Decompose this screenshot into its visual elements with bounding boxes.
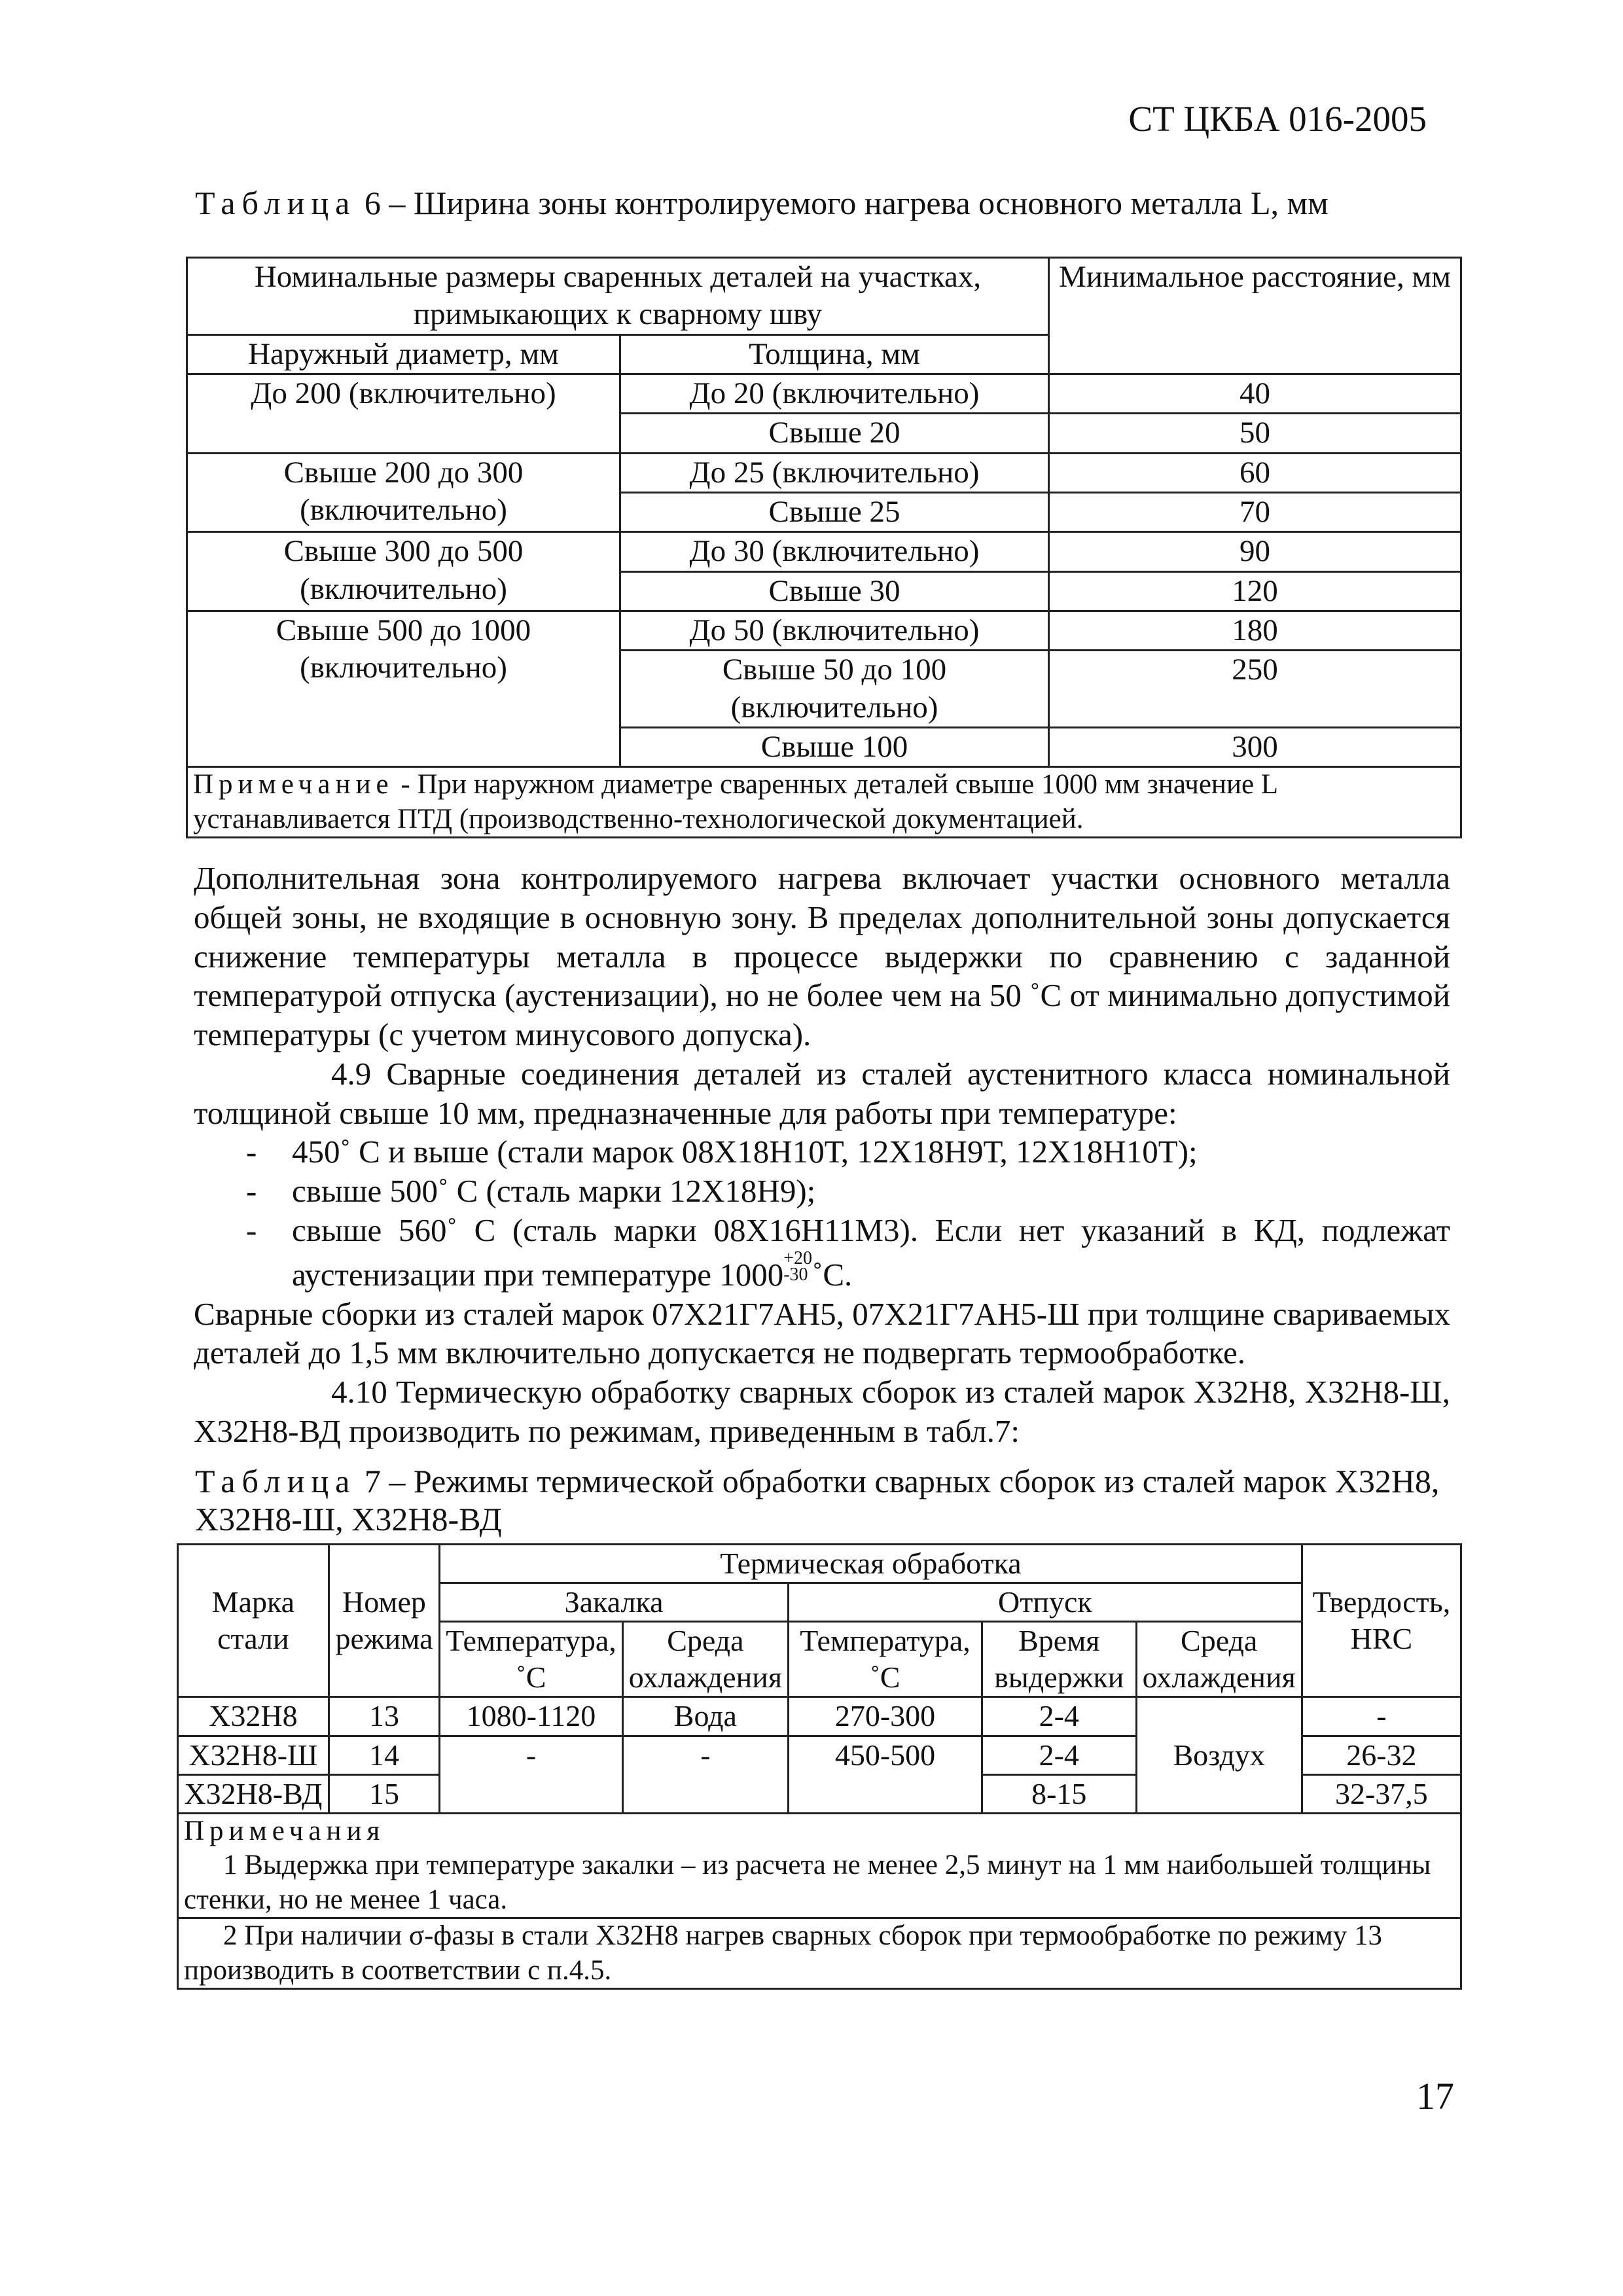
page-number: 17	[1416, 2075, 1454, 2117]
table-cell: 1080-1120	[440, 1697, 623, 1736]
table-row	[178, 1545, 1461, 1583]
table-row	[187, 374, 1461, 413]
table-cell: Х32Н8	[178, 1697, 329, 1736]
table6-caption	[195, 183, 1329, 223]
table6-caption-text: 6 – Ширина зоны контролируемого нагрева основного металла L, мм	[364, 185, 1329, 221]
body-text	[194, 859, 1450, 1451]
list-marker: -	[246, 1173, 257, 1210]
table7-head-t-medium: Среда охлаждения	[1136, 1622, 1302, 1697]
table7	[177, 1543, 1462, 1990]
list-item	[194, 1132, 1450, 1172]
table-cell: 26-32	[1302, 1736, 1461, 1774]
table-row	[187, 532, 1461, 571]
paragraph: 4.9 Сварные соединения деталей из сталей аустенитного класса номинальной толщиной свыше 10 мм, предназначенные для работы при температуре:	[194, 1055, 1450, 1131]
table6-head-min: Минимальное расстояние, мм	[1049, 258, 1461, 374]
table6-head-diam: Наружный диаметр, мм	[187, 334, 620, 374]
table-cell: Х32Н8-Ш	[178, 1736, 329, 1774]
table6-head-group: Номинальные размеры сваренных деталей на участках, примыкающих к сварному шву	[187, 258, 1049, 335]
table7-head-t-temp: Температура, ˚С	[788, 1622, 982, 1697]
table-cell: Свыше 25	[620, 492, 1048, 531]
table-cell: 50	[1049, 414, 1461, 453]
paragraph: Дополнительная зона контролируемого нагрева включает участки основного металла общей зоны, не входящие в основную зону. В пределах дополнительной зоны допускается снижение температуры металла в процессе выдержки по сравнению с заданной температурой отпуска (аустенизации), но не более чем на 50 ˚С от минимально допустимой температуры (с учетом минусового допуска).	[194, 860, 1450, 1053]
unit: ˚С.	[812, 1256, 853, 1293]
table7-head-hardness: Твердость, HRC	[1302, 1545, 1461, 1697]
list-item	[194, 1211, 1450, 1295]
table-cell: 40	[1049, 374, 1461, 413]
table7-head-t-time: Время выдержки	[982, 1622, 1136, 1697]
list-marker: -	[246, 1134, 257, 1170]
table6-note	[187, 767, 1461, 838]
table7-head-q-temp: Температура, ˚С	[440, 1622, 623, 1697]
table-row	[178, 1918, 1461, 1989]
list-item-text: 450˚ С и выше (стали марок 08Х18Н10Т, 12Х18Н9Т, 12Х18Н10Т);	[292, 1134, 1198, 1170]
table7-head-steel: Марка стали	[178, 1545, 329, 1697]
tolerance	[783, 1247, 813, 1285]
table-cell: Вода	[622, 1697, 788, 1736]
table-cell: 2-4	[982, 1697, 1136, 1736]
table-cell: Воздух	[1136, 1697, 1302, 1813]
table7-head-heat: Термическая обработка	[440, 1545, 1302, 1583]
table6	[186, 257, 1462, 838]
table-cell: Свыше 100	[620, 727, 1048, 766]
table-row	[187, 258, 1461, 335]
table7-notes	[178, 1813, 1461, 1918]
table-cell: Свыше 50 до 100 (включительно)	[620, 651, 1048, 728]
table-cell: 450-500	[788, 1736, 982, 1813]
paragraph: 4.10 Термическую обработку сварных сборок из сталей марок Х32Н8, Х32Н8-Ш, Х32Н8-ВД производить по режимам, приведенным в табл.7:	[194, 1374, 1450, 1449]
list-item-text: свыше 560˚ С (сталь марки 08Х16Н11М3). Если нет указаний в КД, подлежат аустенизации при температуре 1000	[292, 1211, 1450, 1293]
table6-head-thick: Толщина, мм	[620, 334, 1048, 374]
table-cell: 270-300	[788, 1697, 982, 1736]
table-cell: До 200 (включительно)	[187, 374, 620, 453]
table-cell: -	[622, 1736, 788, 1813]
table-cell: 90	[1049, 532, 1461, 571]
tolerance-upper: +20	[783, 1247, 813, 1268]
table-cell: Свыше 30	[620, 571, 1048, 611]
table7-caption-prefix: Таблица	[195, 1463, 357, 1499]
document-code: СТ ЦКБА 016-2005	[1128, 99, 1427, 139]
table7-head-quench: Закалка	[440, 1583, 789, 1622]
table7-notes-label: Примечания	[184, 1815, 385, 1846]
bullet-list	[194, 1132, 1450, 1294]
table-cell: -	[440, 1736, 623, 1813]
tolerance-lower: -30	[783, 1264, 808, 1285]
table-cell: 13	[329, 1697, 439, 1736]
table-row	[178, 1813, 1461, 1918]
table-cell: 14	[329, 1736, 439, 1774]
table-row	[178, 1697, 1461, 1736]
table7-head-mode: Номер режима	[329, 1545, 439, 1697]
table7-caption	[195, 1463, 1478, 1538]
table-cell: 15	[329, 1774, 439, 1813]
table-cell: Свыше 20	[620, 414, 1048, 453]
list-item	[194, 1172, 1450, 1211]
table6-note-label: Примечание	[193, 769, 394, 800]
table6-note-text: - При наружном диаметре сваренных деталей свыше 1000 мм значение L устанавливается ПТД (производственно-технологической документацией.	[193, 769, 1277, 834]
table-cell: До 20 (включительно)	[620, 374, 1048, 413]
table-cell: 8-15	[982, 1774, 1136, 1813]
table-cell: 250	[1049, 651, 1461, 728]
table7-head-q-medium: Среда охлаждения	[622, 1622, 788, 1697]
table-row	[187, 767, 1461, 838]
table-cell: 180	[1049, 611, 1461, 650]
table-cell: 70	[1049, 492, 1461, 531]
table7-note-2: 2 При наличии σ-фазы в стали Х32Н8 нагрев сварных сборок при термообработке по режиму 13 производить в соответствии с п.4.5.	[178, 1918, 1461, 1989]
table-cell: 300	[1049, 727, 1461, 766]
table-row	[187, 453, 1461, 492]
table-cell: Х32Н8-ВД	[178, 1774, 329, 1813]
paragraph: Сварные сборки из сталей марок 07Х21Г7АН5, 07Х21Г7АН5-Ш при толщине свариваемых деталей до 1,5 мм включительно допускается не подвергать термообработке.	[194, 1295, 1450, 1371]
table-cell: 2-4	[982, 1736, 1136, 1774]
table-cell: До 30 (включительно)	[620, 532, 1048, 571]
table-cell: 32-37,5	[1302, 1774, 1461, 1813]
table-cell: Свыше 500 до 1000 (включительно)	[187, 611, 620, 766]
table-cell: Свыше 300 до 500 (включительно)	[187, 532, 620, 611]
table-cell: До 50 (включительно)	[620, 611, 1048, 650]
table-cell: До 25 (включительно)	[620, 453, 1048, 492]
table-cell: -	[1302, 1697, 1461, 1736]
table7-caption-text: 7 – Режимы термической обработки сварных сборок из сталей марок Х32Н8, Х32Н8-Ш, Х32Н8-ВД	[195, 1463, 1440, 1537]
table-cell: 60	[1049, 453, 1461, 492]
table6-caption-prefix: Таблица	[195, 185, 357, 221]
table-cell: Свыше 200 до 300 (включительно)	[187, 453, 620, 532]
list-marker: -	[246, 1211, 257, 1248]
table7-note-1: 1 Выдержка при температуре закалки – из расчета не менее 2,5 минут на 1 мм наибольшей толщины стенки, но не менее 1 часа.	[184, 1850, 1431, 1915]
table-cell: 120	[1049, 571, 1461, 611]
list-item-text: свыше 500˚ С (сталь марки 12Х18Н9);	[292, 1173, 816, 1210]
table7-head-temper: Отпуск	[788, 1583, 1302, 1622]
table-row	[187, 611, 1461, 650]
